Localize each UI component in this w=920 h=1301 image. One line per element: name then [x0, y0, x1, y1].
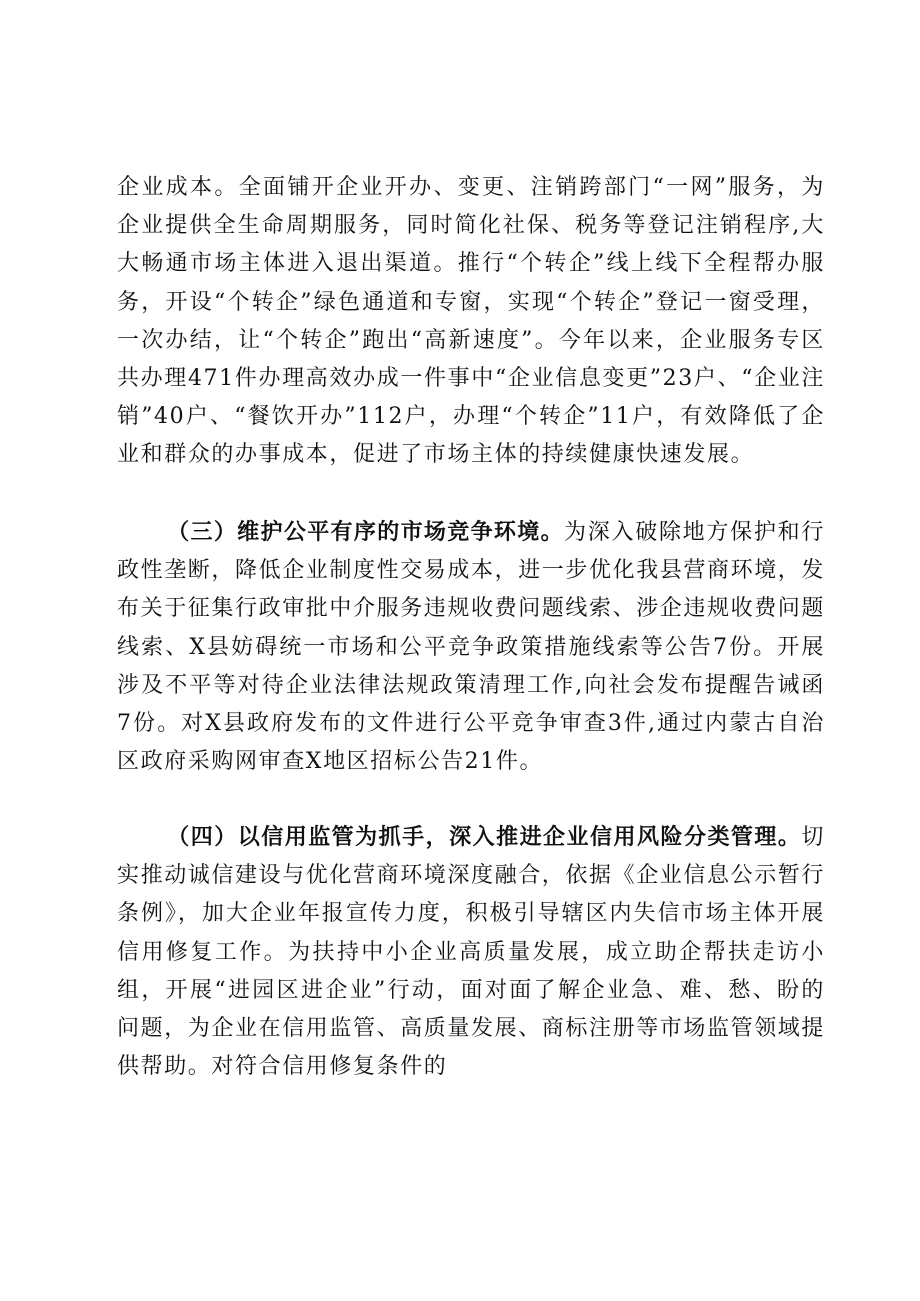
paragraph-section-four: [117, 818, 825, 1086]
section-heading: （四）以信用监管为抓手，深入推进企业信用风险分类管理。: [167, 824, 802, 850]
paragraph-text: 企业成本。全面铺开企业开办、变更、注销跨部门“一网”服务，为企业提供全生命周期服务，同时简化社保、税务等登记注销程序,大大畅通市场主体进入退出渠道。推行“个转企”线上线下全程帮办服务，开设“个转企”绿色通道和专窗，实现“个转企”登记一窗受理，一次办结，让“个转企”跑出“高新速度”。今年以来，企业服务专区共办理471件办理高效办成一件事中“企业信息变更”23户、“企业注销”40户、“餐饮开办”112户，办理“个转企”11户，有效降低了企业和群众的办事成本，促进了市场主体的持续健康快速发展。: [117, 175, 825, 468]
paragraph-text: 为深入破除地方保护和行政性垄断，降低企业制度性交易成本，进一步优化我县营商环境，发布关于征集行政审批中介服务违规收费问题线索、涉企违规收费问题线索、X县妨碍统一市场和公平竞争政策措施线索等公告7份。开展涉及不平等对待企业法律法规政策清理工作,向社会发布提醒告诫函7份。对X县政府发布的文件进行公平竞争审查3件,通过内蒙古自治区政府采购网审查X地区招标公告21件。: [117, 520, 826, 775]
paragraph-text: 切实推动诚信建设与优化营商环境深度融合，依据《企业信息公示暂行条例》，加大企业年报宣传力度，积极引导辖区内失信市场主体开展信用修复工作。为扶持中小企业高质量发展，成立助企帮扶走访小组，开展“进园区进企业”行动，面对面了解企业急、难、愁、盼的问题，为企业在信用监管、高质量发展、商标注册等市场监管领域提供帮助。对符合信用修复条件的: [117, 825, 826, 1080]
paragraph-section-three: [117, 513, 825, 781]
section-heading: （三）维护公平有序的市场竞争环境。: [167, 519, 564, 545]
paragraph-continued: [117, 169, 825, 475]
